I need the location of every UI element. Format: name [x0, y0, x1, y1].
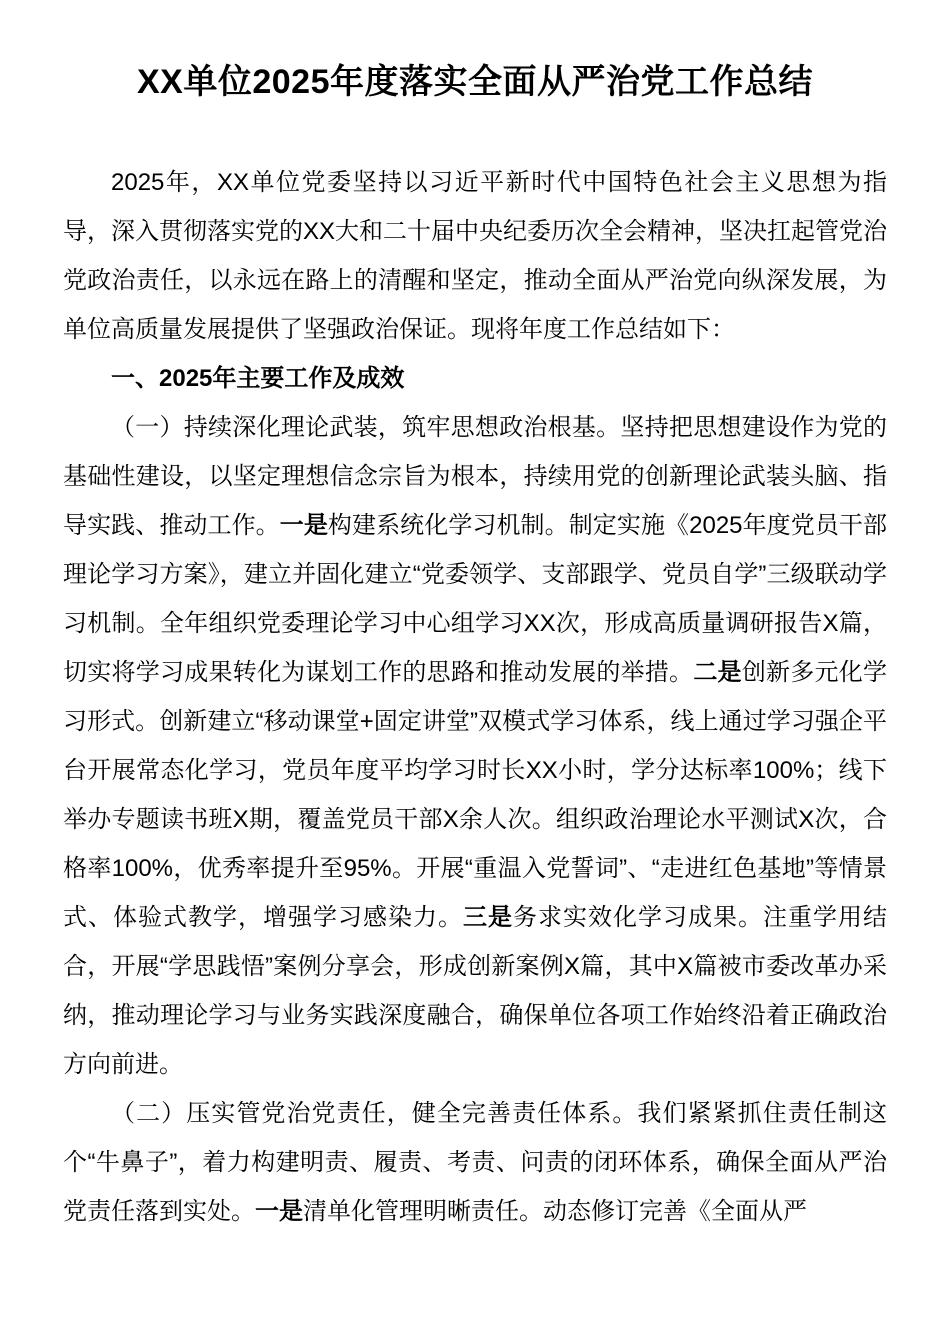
text-run-emphasis: 一是	[255, 1198, 303, 1225]
text-run: 构建系统化学习机制。制定实施《2025年度党员干部理论学习方案》，建立并固化建立“党委领学、支部跟学、党员自学”三级联动学习机制。全年组织党委理论学习中心组学习XX次，形成高质量调研报告X篇，切实将学习成果转化为谋划工作的思路和推动发展的举措。	[63, 512, 888, 686]
text-run-emphasis: 二是	[693, 659, 742, 686]
text-run: （一）持续深化理论武装，筑牢思想政治根基。坚持把思想建设作为党的基础性建设，以坚定理想信念宗旨为根本，持续用党的创新理论武装头脑、指导实践、推动工作。	[63, 414, 887, 539]
text-run: （二）压实管党治党责任，健全完善责任体系。我们紧紧抓住责任制这个“牛鼻子”，着力构建明责、履责、考责、问责的闭环体系，确保全面从严治党责任落到实处。	[63, 1100, 887, 1225]
paragraph-responsibility-system	[63, 1089, 887, 1236]
text-run: 务求实效化学习成果。注重学用结合，开展“学思践悟”案例分享会，形成创新案例X篇，其中X篇被市委改革办采纳，推动理论学习与业务实践深度融合，确保单位各项工作始终沿着正确政治方向前进。	[63, 904, 887, 1078]
text-run-emphasis: 三是	[463, 904, 513, 931]
text-run: 清单化管理明晰责任。动态修订完善《全面从严	[303, 1198, 807, 1225]
document-title: XX单位2025年度落实全面从严治党工作总结	[137, 63, 813, 101]
text-run: 一、2025年主要工作及成效	[111, 365, 405, 392]
text-run: 创新多元化学习形式。创新建立“移动课堂+固定讲堂”双模式学习体系，线上通过学习强企平台开展常态化学习，党员年度平均学习时长XX小时，学分达标率100%；线下举办专题读书班X期，覆盖党员干部X余人次。组织政治理论水平测试X次，合格率100%，优秀率提升至95%。开展“重温入党誓词”、“走进红色基地”等情景式、体验式教学，增强学习感染力。	[63, 659, 888, 931]
paragraph-intro	[63, 158, 887, 354]
text-run: 2025年，XX单位党委坚持以习近平新时代中国特色社会主义思想为指导，深入贯彻落实党的XX大和二十届中央纪委历次全会精神，坚决扛起管党治党政治责任，以永远在路上的清醒和坚定，推动全面从严治党向纵深发展，为单位高质量发展提供了坚强政治保证。现将年度工作总结如下：	[63, 169, 888, 343]
paragraph-theory-armament	[63, 403, 887, 1089]
text-run-emphasis: 一是	[279, 512, 328, 539]
section-heading-main-work	[63, 354, 887, 403]
